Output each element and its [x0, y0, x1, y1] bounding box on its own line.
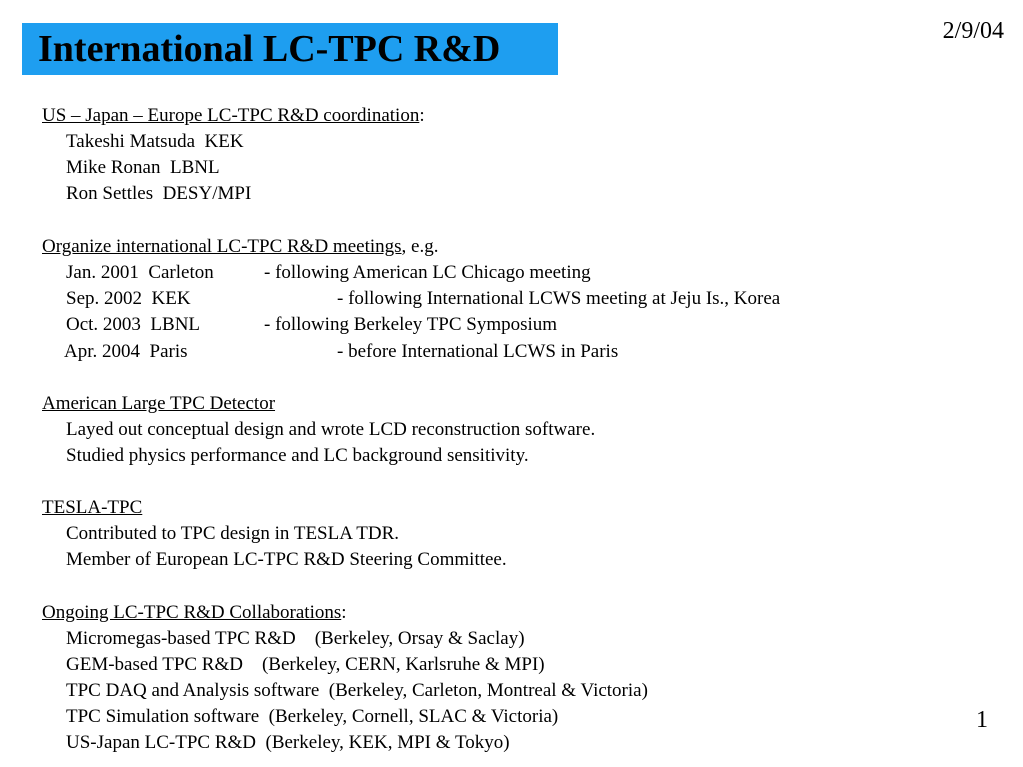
heading-text: Ongoing LC-TPC R&D Collaborations [42, 602, 342, 623]
list-item: Ron Settles DESY/MPI [66, 183, 252, 204]
list-item: Mike Ronan LBNL [66, 157, 220, 178]
heading-text: US – Japan – Europe LC-TPC R&D coordination [42, 105, 420, 126]
list-item: US-Japan LC-TPC R&D (Berkeley, KEK, MPI & Tokyo) [66, 732, 510, 753]
list-item: Member of European LC-TPC R&D Steering Committee. [66, 549, 507, 570]
list-item: Micromegas-based TPC R&D (Berkeley, Orsay & Saclay) [66, 628, 525, 649]
meeting-note: - following Berkeley TPC Symposium [264, 314, 558, 335]
list-item: Contributed to TPC design in TESLA TDR. [66, 523, 400, 544]
meeting-note: - following International LCWS meeting at Jeju Is., Korea [337, 288, 781, 309]
heading-suffix: , e.g. [401, 236, 439, 257]
heading-suffix: : [341, 602, 347, 623]
meeting-when-where: Oct. 2003 LBNL [66, 314, 201, 335]
meeting-note: - following American LC Chicago meeting [264, 262, 591, 283]
list-item: Takeshi Matsuda KEK [66, 131, 244, 152]
meeting-note: - before International LCWS in Paris [337, 341, 619, 362]
meeting-when-where: Jan. 2001 Carleton [66, 262, 214, 283]
list-item: TPC DAQ and Analysis software (Berkeley, Carleton, Montreal & Victoria) [66, 680, 648, 701]
slide-title: International LC-TPC R&D [38, 28, 501, 70]
heading-text: American Large TPC Detector [42, 393, 276, 414]
slide-date: 2/9/04 [942, 18, 1004, 44]
heading-text: Organize international LC-TPC R&D meetings [42, 236, 402, 257]
meeting-when-where: Sep. 2002 KEK [66, 288, 191, 309]
section-heading-collaborations [42, 601, 347, 625]
section-heading-tesla [42, 496, 142, 520]
section-heading-meetings [42, 235, 438, 259]
meeting-when-where: Apr. 2004 Paris [64, 341, 188, 362]
heading-suffix: : [419, 105, 425, 126]
section-heading-coordination [42, 104, 425, 128]
section-heading-american [42, 392, 275, 416]
list-item: GEM-based TPC R&D (Berkeley, CERN, Karlsruhe & MPI) [66, 654, 545, 675]
list-item: Studied physics performance and LC background sensitivity. [66, 445, 529, 466]
list-item: Layed out conceptual design and wrote LCD reconstruction software. [66, 419, 596, 440]
page-number: 1 [976, 707, 988, 733]
heading-text: TESLA-TPC [42, 497, 143, 518]
list-item: TPC Simulation software (Berkeley, Cornell, SLAC & Victoria) [66, 706, 559, 727]
